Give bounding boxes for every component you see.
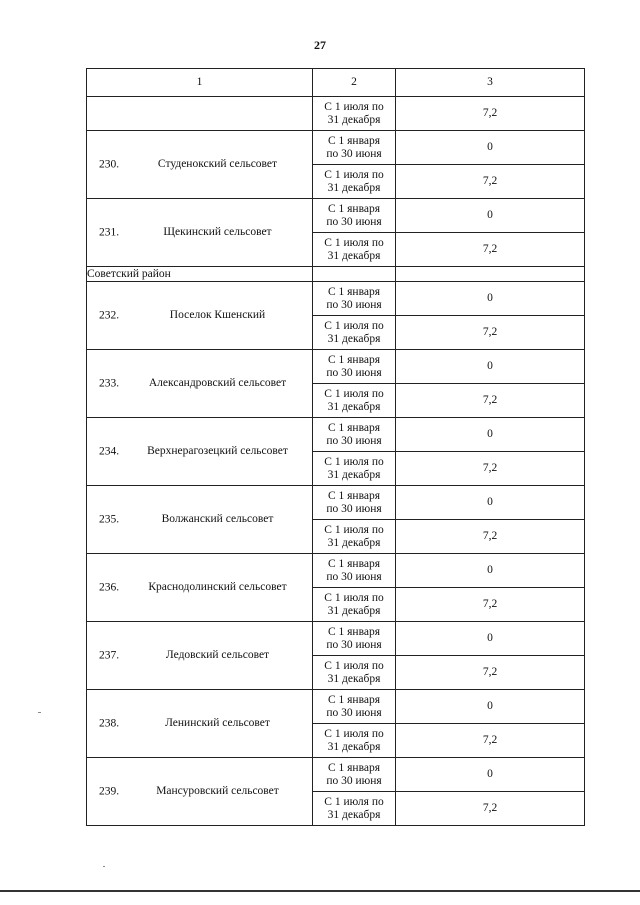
rate-cell: 7,2 xyxy=(396,165,585,199)
rate-cell: 0 xyxy=(396,199,585,233)
period-line: 31 декабря xyxy=(327,604,381,617)
rate-cell: 7,2 xyxy=(396,520,585,554)
rate-cell: 7,2 xyxy=(396,97,585,131)
period-cell xyxy=(313,316,396,350)
period-cell xyxy=(313,622,396,656)
entity-name: Волжанский сельсовет xyxy=(161,513,274,525)
entity-name: Ледовский сельсовет xyxy=(165,649,270,661)
region-row xyxy=(87,267,585,282)
table-row xyxy=(87,758,585,792)
rate-cell: 7,2 xyxy=(396,233,585,267)
period-cell xyxy=(313,690,396,724)
period-cell xyxy=(313,792,396,826)
period-cell xyxy=(313,233,396,267)
entity-number: 231. xyxy=(99,226,120,238)
period-line: С 1 июля по xyxy=(324,168,384,181)
column-header-3: 3 xyxy=(396,69,585,97)
column-header-1: 1 xyxy=(87,69,313,97)
entity-number: 234. xyxy=(99,445,120,457)
region-name: Советский район xyxy=(87,267,313,282)
entity-cell xyxy=(87,418,313,486)
rate-cell: 0 xyxy=(396,758,585,792)
period-line: по 30 июня xyxy=(326,298,382,311)
rate-cell: 0 xyxy=(396,690,585,724)
entity-number: 236. xyxy=(99,581,120,593)
period-line: по 30 июня xyxy=(326,706,382,719)
period-line: С 1 июля по xyxy=(324,100,384,113)
footer-line xyxy=(0,890,640,892)
period-line: С 1 июля по xyxy=(324,591,384,604)
period-line: 31 декабря xyxy=(327,113,381,126)
period-cell xyxy=(313,418,396,452)
rate-cell: 7,2 xyxy=(396,724,585,758)
entity-number: 230. xyxy=(99,158,120,170)
period-line: С 1 июля по xyxy=(324,523,384,536)
entity-cell xyxy=(87,690,313,758)
entity-name: Мансуровский сельсовет xyxy=(156,785,279,797)
entity-cell xyxy=(87,199,313,267)
entity-number: 233. xyxy=(99,377,120,389)
period-cell xyxy=(313,384,396,418)
table-row xyxy=(87,622,585,656)
table-header-row xyxy=(87,69,585,97)
entity-name: Поселок Кшенский xyxy=(169,309,266,321)
rate-cell: 0 xyxy=(396,282,585,316)
rates-table xyxy=(86,68,585,826)
period-line: по 30 июня xyxy=(326,570,382,583)
period-line: по 30 июня xyxy=(326,147,382,160)
period-line: по 30 июня xyxy=(326,366,382,379)
period-line: С 1 июля по xyxy=(324,319,384,332)
table-row xyxy=(87,199,585,233)
period-cell xyxy=(313,520,396,554)
table-row xyxy=(87,690,585,724)
period-line: С 1 июля по xyxy=(324,795,384,808)
continuation-row xyxy=(87,97,585,131)
entity-name: Александровский сельсовет xyxy=(148,377,287,389)
rate-cell: 0 xyxy=(396,554,585,588)
empty-cell xyxy=(313,267,396,282)
entity-cell xyxy=(87,350,313,418)
rate-cell: 0 xyxy=(396,622,585,656)
period-line: 31 декабря xyxy=(327,249,381,262)
period-line: 31 декабря xyxy=(327,332,381,345)
period-line: С 1 июля по xyxy=(324,727,384,740)
rate-cell: 0 xyxy=(396,131,585,165)
table-row xyxy=(87,282,585,316)
column-header-2: 2 xyxy=(313,69,396,97)
rate-cell: 7,2 xyxy=(396,452,585,486)
entity-number: 239. xyxy=(99,785,120,797)
period-line: 31 декабря xyxy=(327,808,381,821)
period-line: 31 декабря xyxy=(327,740,381,753)
period-line: по 30 июня xyxy=(326,502,382,515)
period-line: С 1 июля по xyxy=(324,236,384,249)
rate-cell: 7,2 xyxy=(396,588,585,622)
entity-name: Ленинский сельсовет xyxy=(165,717,270,729)
period-cell xyxy=(313,758,396,792)
entity-number: 235. xyxy=(99,513,120,525)
table-row xyxy=(87,486,585,520)
period-line: С 1 июля по xyxy=(324,659,384,672)
period-line: 31 декабря xyxy=(327,400,381,413)
period-cell xyxy=(313,486,396,520)
period-line: С 1 января xyxy=(327,353,381,366)
rate-cell: 7,2 xyxy=(396,656,585,690)
period-cell xyxy=(313,452,396,486)
entity-cell xyxy=(87,758,313,826)
rate-cell: 0 xyxy=(396,350,585,384)
page-number: 27 xyxy=(314,38,326,52)
period-line: 31 декабря xyxy=(327,672,381,685)
entity-number: 237. xyxy=(99,649,120,661)
period-line: 31 декабря xyxy=(327,468,381,481)
continuation-entity-cell xyxy=(87,97,313,131)
entity-cell xyxy=(87,282,313,350)
table-row xyxy=(87,131,585,165)
period-line: С 1 января xyxy=(327,557,381,570)
period-line: С 1 января xyxy=(327,693,381,706)
period-cell xyxy=(313,97,396,131)
period-line: С 1 июля по xyxy=(324,387,384,400)
period-cell xyxy=(313,282,396,316)
period-line: по 30 июня xyxy=(326,638,382,651)
table-row xyxy=(87,554,585,588)
period-cell xyxy=(313,131,396,165)
entity-cell xyxy=(87,622,313,690)
entity-number: 238. xyxy=(99,717,120,729)
period-line: по 30 июня xyxy=(326,774,382,787)
rate-cell: 0 xyxy=(396,486,585,520)
rate-cell: 0 xyxy=(396,418,585,452)
table-row xyxy=(87,418,585,452)
period-line: С 1 января xyxy=(327,421,381,434)
period-line: С 1 января xyxy=(327,489,381,502)
rate-cell: 7,2 xyxy=(396,792,585,826)
entity-cell xyxy=(87,131,313,199)
period-cell xyxy=(313,724,396,758)
table-row xyxy=(87,350,585,384)
entity-name: Щекинский сельсовет xyxy=(163,226,272,238)
period-line: С 1 января xyxy=(327,625,381,638)
entity-cell xyxy=(87,554,313,622)
period-line: 31 декабря xyxy=(327,181,381,194)
period-cell xyxy=(313,588,396,622)
period-line: С 1 января xyxy=(327,134,381,147)
period-cell xyxy=(313,656,396,690)
entity-name: Студенокский сельсовет xyxy=(157,158,278,170)
period-line: по 30 июня xyxy=(326,434,382,447)
scan-speck xyxy=(103,866,105,867)
entity-number: 232. xyxy=(99,309,120,321)
entity-name: Краснодолинский сельсовет xyxy=(148,581,287,593)
period-cell xyxy=(313,350,396,384)
period-cell xyxy=(313,554,396,588)
period-line: 31 декабря xyxy=(327,536,381,549)
entity-cell xyxy=(87,486,313,554)
period-line: С 1 января xyxy=(327,285,381,298)
period-line: по 30 июня xyxy=(326,215,382,228)
period-line: С 1 января xyxy=(327,761,381,774)
period-cell xyxy=(313,199,396,233)
scan-speck xyxy=(38,712,41,713)
period-line: С 1 января xyxy=(327,202,381,215)
period-line: С 1 июля по xyxy=(324,455,384,468)
empty-cell xyxy=(396,267,585,282)
rate-cell: 7,2 xyxy=(396,384,585,418)
period-cell xyxy=(313,165,396,199)
entity-name: Верхнерагозецкий сельсовет xyxy=(147,445,288,457)
rate-cell: 7,2 xyxy=(396,316,585,350)
